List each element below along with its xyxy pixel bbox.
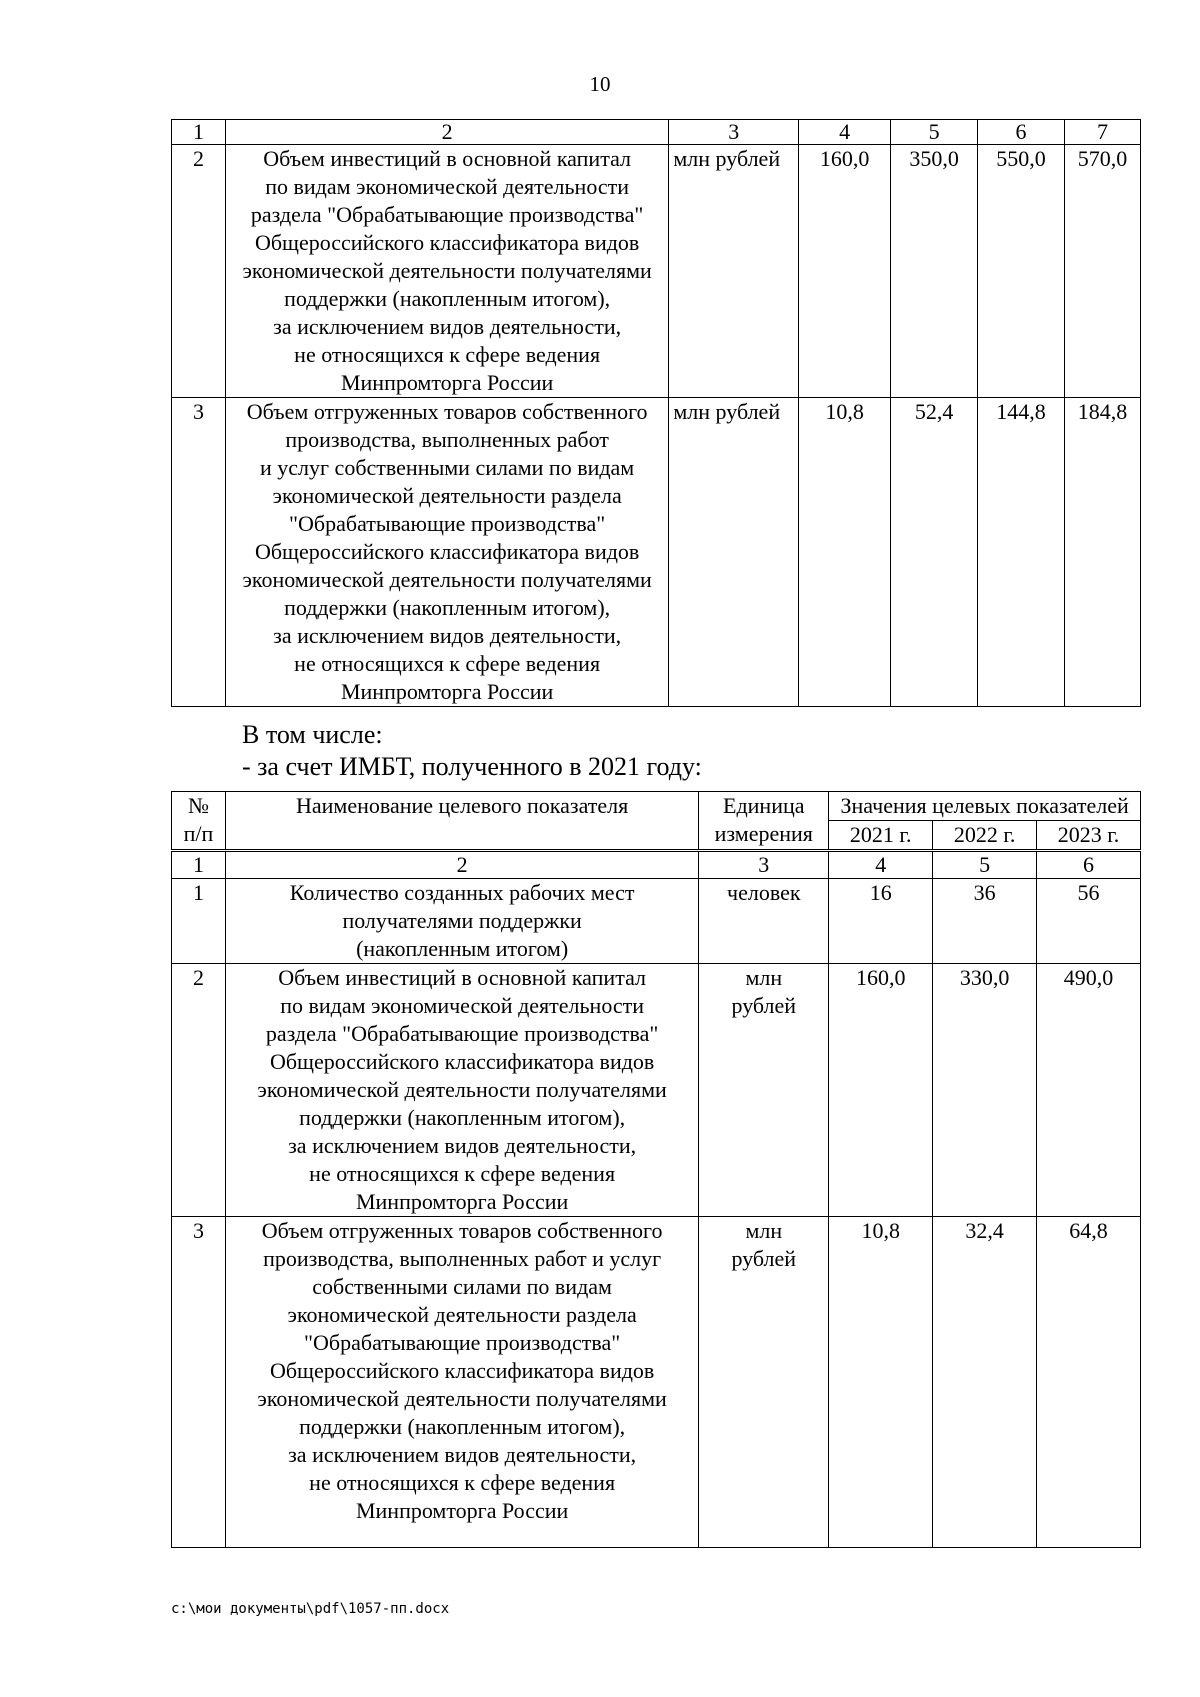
indicator-name	[225, 145, 668, 398]
indicator-line: за исключением видов деятельности,	[288, 1133, 637, 1158]
col-number: 6	[1037, 851, 1141, 879]
indicators-table-continued	[171, 119, 1141, 707]
table-row	[172, 879, 1141, 964]
value-cell: 350,0	[891, 145, 978, 398]
col-number: 4	[799, 120, 891, 145]
indicator-line: поддержки (накопленным итогом),	[299, 1414, 626, 1439]
indicator-line: Общероссийского классификатора видов	[254, 230, 640, 255]
indicator-line: экономической деятельности получателями	[257, 1077, 667, 1102]
value-cell: 490,0	[1037, 964, 1141, 1217]
value-cell: 570,0	[1065, 145, 1141, 398]
indicator-name	[225, 879, 698, 964]
col-number: 3	[669, 120, 799, 145]
header-indicator-name: Наименование целевого показателя	[225, 792, 698, 851]
unit	[699, 879, 829, 964]
indicator-line: экономической деятельности получателями	[242, 258, 652, 283]
value-cell: 56	[1037, 879, 1141, 964]
col-number: 1	[172, 120, 226, 145]
value-cell: 36	[933, 879, 1037, 964]
subtitle-including: В том числе:	[242, 720, 383, 749]
indicator-line: Минпромторга России	[355, 1498, 569, 1523]
row-number: 1	[172, 879, 226, 964]
indicator-line: экономической деятельности получателями	[242, 567, 652, 592]
indicator-line: за исключением видов деятельности,	[273, 623, 622, 648]
value-cell: 32,4	[933, 1217, 1037, 1548]
col-number: 4	[829, 851, 933, 879]
unit-line: человек	[727, 880, 801, 905]
row-number: 3	[172, 1217, 226, 1548]
unit-line: млн	[745, 965, 783, 990]
value-cell: 184,8	[1065, 398, 1141, 707]
header-number	[172, 792, 226, 851]
col-number: 2	[225, 120, 668, 145]
indicator-name	[225, 398, 668, 707]
indicator-line: поддержки (накопленным итогом),	[299, 1105, 626, 1130]
row-number: 2	[172, 145, 226, 398]
indicator-line: Общероссийского классификатора видов	[254, 539, 640, 564]
value-cell: 64,8	[1037, 1217, 1141, 1548]
row-number: 2	[172, 964, 226, 1217]
indicator-line: Объем отгруженных товаров собственного	[246, 399, 648, 424]
header-year: 2021 г.	[829, 821, 933, 851]
header-year: 2022 г.	[933, 821, 1037, 851]
indicator-line: производства, выполненных работ	[285, 427, 609, 452]
col-number: 6	[978, 120, 1065, 145]
col-number: 5	[933, 851, 1037, 879]
header-text: Единица	[723, 793, 805, 818]
indicator-line: раздела "Обрабатывающие производства"	[265, 1021, 659, 1046]
indicator-line: не относящихся к сфере ведения	[309, 1470, 616, 1495]
value-cell: 160,0	[829, 964, 933, 1217]
unit: млн рублей	[669, 398, 799, 707]
col-number: 7	[1065, 120, 1141, 145]
row-number: 3	[172, 398, 226, 707]
col-number: 5	[891, 120, 978, 145]
indicators-table-imbt	[171, 791, 1141, 1548]
unit	[699, 1217, 829, 1548]
header-row	[172, 792, 1141, 821]
indicator-line: раздела "Обрабатывающие производства"	[250, 202, 644, 227]
value-cell: 160,0	[799, 145, 891, 398]
table-row	[172, 964, 1141, 1217]
indicator-line: экономической деятельности раздела	[287, 1302, 637, 1327]
value-cell: 52,4	[891, 398, 978, 707]
header-year: 2023 г.	[1037, 821, 1141, 851]
header-unit	[699, 792, 829, 851]
indicator-line: за исключением видов деятельности,	[273, 314, 622, 339]
indicator-line: Минпромторга России	[355, 1189, 569, 1214]
indicator-line: Минпромторга России	[340, 370, 554, 395]
indicator-line: получателями поддержки	[342, 908, 582, 933]
indicator-line: собственными силами по видам	[312, 1274, 612, 1299]
value-cell: 16	[829, 879, 933, 964]
value-cell: 330,0	[933, 964, 1037, 1217]
indicator-line: (накопленным итогом)	[356, 936, 569, 961]
unit	[699, 964, 829, 1217]
table-row	[172, 145, 1141, 398]
column-numbers-row	[172, 120, 1141, 145]
indicator-line: экономической деятельности раздела	[272, 483, 622, 508]
col-number: 3	[699, 851, 829, 879]
header-text: измерения	[714, 821, 813, 846]
value-cell: 10,8	[829, 1217, 933, 1548]
indicator-line: Объем инвестиций в основной капитал	[278, 965, 647, 990]
indicator-line: Объем инвестиций в основной капитал	[263, 146, 632, 171]
value-cell: 550,0	[978, 145, 1065, 398]
table-row	[172, 1217, 1141, 1548]
indicator-line: Общероссийского классификатора видов	[269, 1358, 655, 1383]
table-row	[172, 398, 1141, 707]
unit: млн рублей	[669, 145, 799, 398]
indicator-line: Общероссийского классификатора видов	[269, 1049, 655, 1074]
indicator-name	[225, 1217, 698, 1548]
header-text: п/п	[183, 821, 214, 846]
col-number: 2	[225, 851, 698, 879]
indicator-line: "Обрабатывающие производства"	[304, 1330, 621, 1355]
indicator-line: по видам экономической деятельности	[265, 174, 630, 199]
unit-line: млн	[745, 1218, 783, 1243]
indicator-line: и услуг собственными силами по видам	[260, 455, 635, 480]
indicator-line: за исключением видов деятельности,	[288, 1442, 637, 1467]
indicator-line: не относящихся к сфере ведения	[309, 1161, 616, 1186]
indicator-name	[225, 964, 698, 1217]
indicator-line: производства, выполненных работ и услуг	[263, 1246, 662, 1271]
indicator-line: "Обрабатывающие производства"	[289, 511, 606, 536]
unit-line: рублей	[731, 1246, 797, 1271]
document-path-footer: c:\мои документы\pdf\1057-пп.docx	[171, 1601, 450, 1617]
indicator-line: поддержки (накопленным итогом),	[284, 286, 611, 311]
indicator-line: не относящихся к сфере ведения	[294, 651, 601, 676]
unit-line: рублей	[731, 993, 797, 1018]
col-number: 1	[172, 851, 226, 879]
value-cell: 144,8	[978, 398, 1065, 707]
indicator-line: Минпромторга России	[340, 679, 554, 704]
page-number: 10	[589, 72, 611, 96]
indicator-line: не относящихся к сфере ведения	[294, 342, 601, 367]
indicator-line: Количество созданных рабочих мест	[289, 880, 635, 905]
indicator-line: по видам экономической деятельности	[280, 993, 645, 1018]
column-numbers-row	[172, 851, 1141, 879]
indicator-line: Объем отгруженных товаров собственного	[261, 1218, 663, 1243]
indicator-line: экономической деятельности получателями	[257, 1386, 667, 1411]
value-cell: 10,8	[799, 398, 891, 707]
header-values-title: Значения целевых показателей	[829, 792, 1141, 821]
subtitle-imbt: - за счет ИМБТ, полученного в 2021 году:	[242, 752, 702, 781]
indicator-line: поддержки (накопленным итогом),	[284, 595, 611, 620]
header-text: №	[187, 793, 209, 818]
